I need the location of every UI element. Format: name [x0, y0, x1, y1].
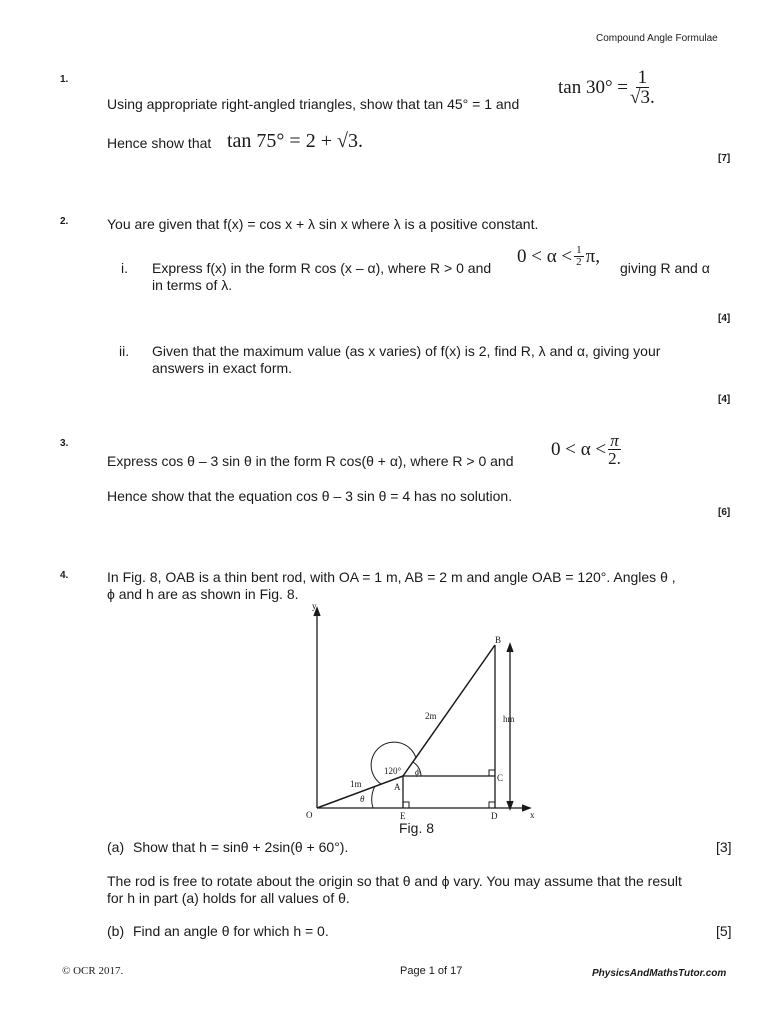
x-axis-arrow	[522, 805, 530, 811]
question-4-line2: ϕ and h are as shown in Fig. 8.	[107, 586, 299, 602]
question-2ii-text1: Given that the maximum value (as x varies) of f(x) is 2, find R, λ and α, giving your	[152, 343, 661, 359]
fig-label-hm: hm	[503, 714, 515, 724]
question-1-marks: [7]	[718, 153, 731, 164]
question-1-number: 1.	[60, 74, 69, 85]
question-2ii-marks: [4]	[718, 394, 731, 405]
question-4a-text: Show that h = sinθ + 2sin(θ + 60°).	[133, 839, 349, 855]
alpha-range-text: 0 < α <	[517, 245, 573, 267]
question-2i-marks: [4]	[718, 313, 731, 324]
tan30-lhs: tan 30° =	[558, 76, 629, 98]
fig-label-theta: θ	[360, 794, 365, 804]
question-4a-marks: [3]	[716, 839, 732, 855]
half-numerator: 1	[576, 244, 582, 256]
page-header-title: Compound Angle Formulae	[596, 33, 718, 44]
fig-label-d: D	[491, 811, 498, 821]
question-3-number: 3.	[60, 438, 69, 449]
footer-copyright: © OCR 2017.	[62, 965, 124, 977]
fig-label-b: B	[495, 635, 502, 645]
fig-label-e: E	[400, 811, 406, 821]
figure-8-caption: Fig. 8	[399, 820, 435, 836]
pi-numerator: π	[610, 431, 619, 450]
two-denominator: 2.	[608, 449, 621, 468]
right-angle-e	[403, 802, 409, 808]
question-3-alpha-range	[551, 432, 623, 467]
question-3-marks: [6]	[718, 507, 731, 518]
footer-website: PhysicsAndMathsTutor.com	[592, 968, 727, 979]
question-4b-text: Find an angle θ for which h = 0.	[133, 923, 329, 939]
question-2-number: 2.	[60, 216, 69, 227]
tan30-denominator: √3.	[630, 87, 655, 108]
question-1-line2: Hence show that	[107, 135, 212, 151]
figure-8-diagram	[300, 598, 550, 832]
question-2i-text3: in terms of λ.	[152, 277, 233, 293]
question-3-line2: Hence show that the equation cos θ – 3 sin θ = 4 has no solution.	[107, 488, 513, 504]
fig-label-a: A	[394, 782, 401, 792]
pi-symbol: π,	[585, 245, 600, 267]
fig-label-c: C	[497, 773, 504, 783]
question-1-line1: Using appropriate right-angled triangles, show that tan 45° = 1 and	[107, 96, 520, 112]
fig-label-phi: ϕ	[415, 767, 420, 777]
question-2i-label: i.	[121, 260, 128, 276]
question-2i-alpha-range	[517, 245, 600, 268]
pi-over-two-fraction	[608, 432, 621, 467]
question-2-intro: You are given that f(x) = cos x + λ sin x where λ is a positive constant.	[107, 216, 539, 232]
fig-label-1m: 1m	[350, 779, 362, 789]
rod-ab	[403, 645, 495, 776]
half-denominator: 2	[576, 256, 582, 268]
fig-label-2m: 2m	[425, 711, 437, 721]
q3-alpha-range-text: 0 < α <	[551, 438, 607, 460]
tan30-fraction	[630, 68, 655, 107]
question-4-para1: The rod is free to rotate about the origin so that θ and ϕ vary. You may assume that the result	[107, 873, 682, 889]
question-2i-text1: Express f(x) in the form R cos (x – α), where R > 0 and	[152, 260, 492, 276]
question-4a-label: (a)	[107, 839, 125, 855]
question-4-para2: for h in part (a) holds for all values of θ.	[107, 890, 350, 906]
question-1-tan30-equation	[558, 68, 657, 107]
fig-label-x: x	[530, 810, 535, 820]
fig-label-o: O	[306, 810, 313, 820]
fig-label-y: y	[312, 601, 317, 611]
angle-120-arc	[371, 742, 416, 784]
tan30-numerator: 1	[637, 67, 648, 88]
question-2ii-text2: answers in exact form.	[152, 360, 293, 376]
question-2ii-label: ii.	[119, 343, 130, 359]
question-4b-marks: [5]	[716, 923, 732, 939]
right-angle-d	[489, 802, 495, 808]
right-angle-c	[489, 770, 495, 776]
question-4b-label: (b)	[107, 923, 125, 939]
h-arrow-top	[507, 644, 513, 652]
fig-label-120: 120°	[384, 766, 402, 776]
theta-arc	[372, 786, 375, 808]
question-3-line1: Express cos θ – 3 sin θ in the form R cos(θ + α), where R > 0 and	[107, 453, 514, 469]
question-4-number: 4.	[60, 570, 69, 581]
question-1-tan75-equation: tan 75° = 2 + √3.	[227, 130, 363, 152]
half-fraction	[574, 245, 584, 268]
question-2i-text2: giving R and α	[620, 260, 710, 276]
question-4-line1: In Fig. 8, OAB is a thin bent rod, with OA = 1 m, AB = 2 m and angle OAB = 120°. Angles θ ,	[107, 569, 676, 585]
footer-page-number: Page 1 of 17	[400, 965, 463, 977]
